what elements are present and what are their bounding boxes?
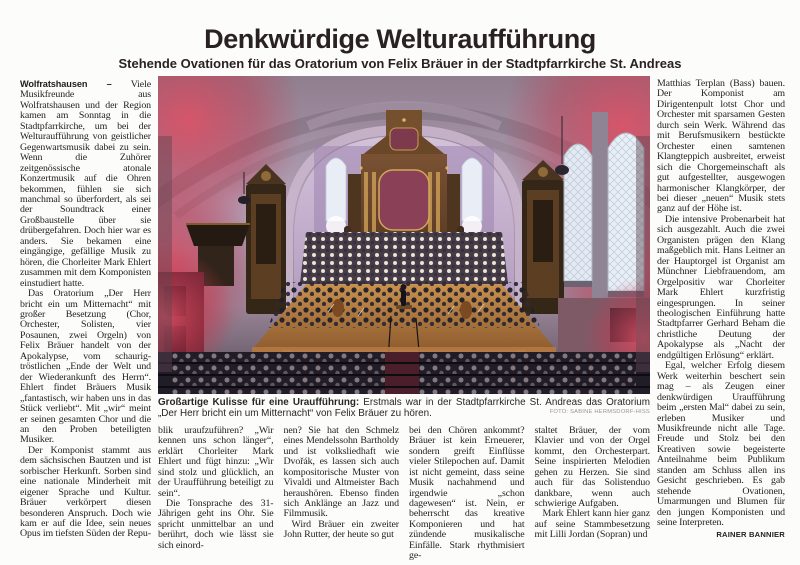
paragraph: Die intensive Probenarbeit hat sich ausgezahlt. Auch die zwei Organisten prägen den Klang maßgeblich mit. Hans Leitner an der Hauptorgel ist Organist am Münchner Liebfrauendom, am Orgelpositiv war Chorleiter Mark Ehlert kurzfristig eingesprungen. In seiner theologischen Einführung hatte Stadtpfarrer Gerhard Beham die christliche Deutung der Apokalypse als „Nacht der endgültigen Erlösung“ erklärt. <box>657 213 785 361</box>
text-column-5 <box>535 426 651 562</box>
paragraph: Die Tonsprache des 31-Jährigen geht ins Ohr. Sie spricht unmittelbar an und berührt, doch wie lässt sie sich einord- <box>158 497 274 551</box>
audience <box>158 347 650 394</box>
right-edge-shadow <box>636 136 650 372</box>
left-edge-shadow <box>158 136 172 372</box>
text-column-4 <box>409 426 525 562</box>
church-concert-photo <box>158 76 650 394</box>
lower-text-columns <box>158 426 650 562</box>
text-column-6 <box>657 79 785 540</box>
paragraph: bei den Chören ankommt? Bräuer ist kein Erneuerer, sondern greift Einflüsse vieler Stilepochen auf. Damit ist nicht gemeint, dass seine Musik nachahmend und irgendwie „schon dagewesen“ ist. Nein, er beherrscht das kreative Komponieren und hat zündende musikalische Einfälle. Stark rhythmisiert ge- <box>409 424 525 562</box>
paragraph: nen? Sie hat den Schmelz eines Mendelssohn Bartholdy und ist volksliedhaft wie Dvořák, es lassen sich auch kompositorische Muster von Vivaldi und Altmeister Bach heraushören. Ebenso finden sich Anklänge an Jazz und Filmmusik. <box>283 424 399 520</box>
author-byline: RAINER BANNIER <box>716 529 785 539</box>
text-column-2 <box>158 426 274 562</box>
text-column-3 <box>284 426 400 562</box>
paragraph: staltet Bräuer, der vom Klavier und von der Orgel kommt, den Orchesterpart. Seine inspirierten Melodien gehen zu Herzen. Sie sind auch für das Solistenduo dankbare, wenn auch schwierige Aufgaben. <box>534 424 650 509</box>
paragraph: blik uraufzuführen? „Wir kennen uns schon länger“, erklärt Chorleiter Mark Ehlert und fügt hinzu: „Wir sind stolz und glücklich, an der Uraufführung beteiligt zu sein“. <box>158 424 274 499</box>
caption-lead: Großartige Kulisse für eine Uraufführung: <box>158 397 360 408</box>
photo-block <box>158 76 650 562</box>
paragraph: Das Oratorium „Der Herr bricht ein um Mitternacht“ mit großer Besetzung (Chor, Orchester, Solisten, vier Posaunen, zwei Orgeln) von Felix Bräuer handelt von der Apokalypse, vom schaurig-tröstlichen „Ende der Welt und der Wiederankunft des Herrn“. Ehlert findet Bräuers Musik „fantastisch, wir haben uns in das Stück verliebt“. Mit „wir“ meint er seinen gesamten Chor und die an den Proben beteiligten Musiker. <box>20 288 151 446</box>
text-column-1 <box>20 79 151 540</box>
choir <box>300 232 508 284</box>
left-side-altar <box>246 164 286 314</box>
paragraph: Wird Bräuer ein zweiter John Rutter, der heute so gut <box>283 518 399 541</box>
paragraph: Egal, welcher Erfolg diesem Werk weiterhin beschert sein mag – als Zeugen einer denkwürdigen Uraufführung beim „ersten Mal“ dabei zu sein, erleben Musiker und Musikfreunde nicht alle Tage. Freude und Stolz bei den Kreativen sowie begeisterte Anteilnahme beim Publikum standen am Schluss allen ins Gesicht geschrieben. Es gab stehende Ovationen, Umarmungen und Blumen für den jungen Komponisten und seine Interpreten. RAINER BANNIER <box>657 360 785 539</box>
headline: Denkwürdige Welturaufführung <box>204 24 596 54</box>
right-side-altar <box>522 160 564 314</box>
caption-text: Erstmals war in der Stadtpfarrkirche St. Andreas das Oratorium „Der Herr bricht ein um Mitternacht“ von Felix Bräuer zu hören. <box>158 397 650 420</box>
paragraph: Matthias Terplan (Bass) bauen. Der Komponist am Dirigentenpult lotst Chor und Orchester mit sparsamen Gesten durch sein Werk. Während das mit Berufsmusikern bestückte Orchester einen samtenen Klangteppich ausbreitet, erweist sich die Chorgemeinschaft als gut aufgestellter, ausgewogen harmonischer Klangkörper, der bei dieser „neuen“ Musik stets ganz auf der Höhe ist. <box>657 78 785 215</box>
paragraph: Wolfratshausen – Viele Musikfreunde aus Wolfratshausen und der Region kamen am Sonntag in die Stadtpfarrkirche, um bei der Welturaufführung von geistlicher Gegenwartsmusik dabei zu sein. Wenn die Zuhörer zeitgenössische atonale Konzertmusik auf die Ohren bekommen, fühlen sie sich manchmal so überfordert, als sei der Soundtrack einer Großbaustelle über sie drübergefahren. Doch hier war es anders. Sie bekamen eine eingängige, gefällige Musik zu hören, die Chorleiter Mark Ehlert zusammen mit dem Komponisten einstudiert hatte. <box>20 79 151 289</box>
photo-credit: FOTO: SABINE HERMSDORF-HISS <box>549 409 650 416</box>
paragraph: Der Komponist stammt aus dem sächsischen Bautzen und ist sorbischer Herkunft. Sorben sind eine nationale Minderheit mit eigener Sprache und Kultur. Bräuer verkörpert diesen besonderen Anspruch. Doch wie kam er auf die Idee, sein neues Opus im tiefsten Süden der Repu- <box>20 444 151 540</box>
photo-caption <box>158 397 650 420</box>
subheadline: Stehende Ovationen für das Oratorium von Felix Bräuer in der Stadtpfarrkirche St. Andreas <box>118 56 682 71</box>
location-lead-in: Wolfratshausen – <box>20 79 112 89</box>
paragraph: Mark Ehlert kann hier ganz auf seine Stammbesetzung mit Lilli Jordan (Sopran) und <box>534 508 650 541</box>
